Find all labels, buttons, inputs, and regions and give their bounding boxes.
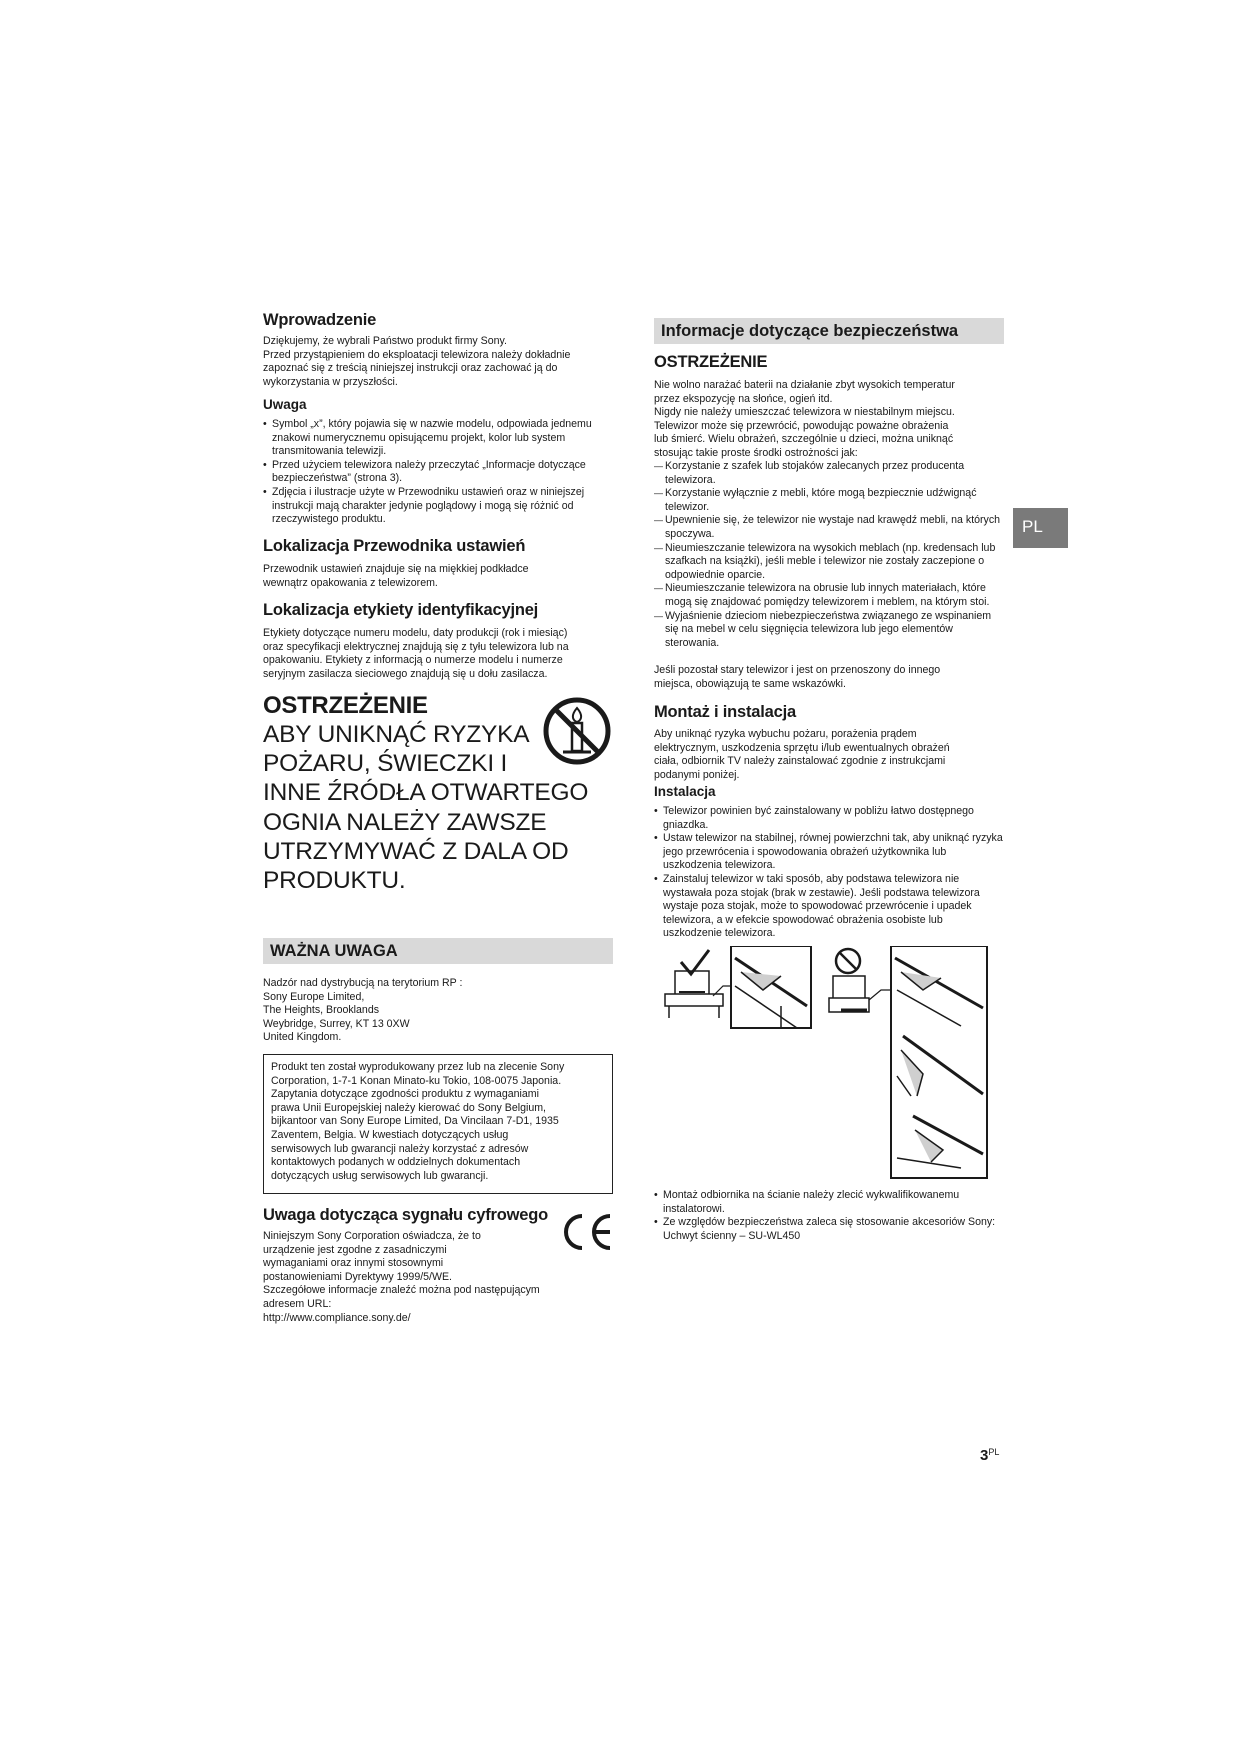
safety-closing: Jeśli pozostał stary telewizor i jest on przenoszony do innego miejsca, obowiązują te same wskazówki. <box>654 664 941 690</box>
intro-title: Wprowadzenie <box>263 311 377 329</box>
no-candle-icon <box>541 695 613 767</box>
mounting-title: Montaż i instalacja <box>654 703 796 721</box>
language-tab <box>1013 508 1068 548</box>
list-item: — Upewnienie się, że telewizor nie wystaje nad krawędź mebli, na których spoczywa. <box>654 514 1004 541</box>
list-item: • Ustaw telewizor na stabilnej, równej powierzchni tak, aby uniknąć ryzyka jego przewrócenia i spowodowania obrażeń użytkownika lub uszkodzenia telewizora. <box>654 832 1004 873</box>
list-item: — Nieumieszczanie telewizora na wysokich meblach (np. kredensach lub szafkach na książki), jeśli meble i telewizor nie zostały zaczepione o odpowiednie oparcie. <box>654 542 1004 583</box>
list-item: • Symbol „x”, który pojawia się w nazwie modelu, odpowiada jednemu znakowi numerycznemu opisującemu projekt, kolor lub system transmitowania telewizji. <box>263 418 613 459</box>
safety-paragraph: Nie wolno narażać baterii na działanie zbyt wysokich temperatur przez ekspozycję na słońce, ogień itd. Nigdy nie należy umieszczać telewizora w niestabilnym miejscu. Telewizor może się przewrócić, powodując poważne obrażenia lub śmierć. Wielu obrażeń, szczególnie u dzieci, można uniknąć stosując takie proste środki ostrożności jak: <box>654 379 955 459</box>
list-item: • Zainstaluj telewizor w taki sposób, aby podstawa telewizora nie wystawała poza stojak (brak w zestawie). Jeśli podstawa telewizora wystaje poza stojak, może to spowodować przewrócenie i upadek telewizora, a w efekcie spowodować obrażenia osobiste lub uszkodzenie telewizora. <box>654 873 1004 941</box>
digital-signal-title: Uwaga dotycząca sygnału cyfrowego <box>263 1206 548 1224</box>
install-list <box>654 805 1004 941</box>
list-item: • Przed użyciem telewizora należy przeczytać „Informacje dotyczące bezpieczeństwa” (strona 3). <box>263 459 613 486</box>
install-title: Instalacja <box>654 784 716 799</box>
safety-bar <box>654 318 1004 344</box>
guide-location-paragraph: Przewodnik ustawień znajduje się na miękkiej podkładce wewnątrz opakowania z telewizorem. <box>263 563 529 589</box>
list-item: • Zdjęcia i ilustracje użyte w Przewodniku ustawień oraz w niniejszej instrukcji mają charakter jedynie poglądowy i mogą się różnić od rzeczywistego produktu. <box>263 486 613 527</box>
fire-warning-title: OSTRZEŻENIE <box>263 692 428 719</box>
list-item: • Telewizor powinien być zainstalowany w pobliżu łatwo dostępnego gniazdka. <box>654 805 1004 832</box>
note-title: Uwaga <box>263 397 307 412</box>
mounting-paragraph: Aby uniknąć ryzyka wybuchu pożaru, porażenia prądem elektrycznym, uszkodzenia sprzętu i/lub ewentualnych obrażeń ciała, odbiornik TV należy zainstalować zgodnie z instrukcjami podanymi poniżej. <box>654 728 950 781</box>
list-item: — Korzystanie z szafek lub stojaków zalecanych przez producenta telewizora. <box>654 460 1004 487</box>
language-tab-label: PL <box>1022 517 1043 536</box>
distribution-address: Nadzór nad dystrybucją na terytorium RP : Sony Europe Limited, The Heights, Brooklands Weybridge, Surrey, KT 13 0XW United Kingdom. <box>263 977 463 1044</box>
safety-title: Informacje dotyczące bezpieczeństwa <box>661 322 959 340</box>
list-item: — Korzystanie wyłącznie z mebli, które mogą bezpiecznie udźwignąć telewizor. <box>654 487 1004 514</box>
list-item: • Montaż odbiornika na ścianie należy zlecić wykwalifikowanemu instalatorowi. <box>654 1189 1004 1216</box>
label-location-paragraph: Etykiety dotyczące numeru modelu, daty produkcji (rok i miesiąc) oraz specyfikacji elektrycznej znajdują się z tyłu telewizora lub na opakowaniu. Etykiety z informacją o numerze modelu i numerze seryjnym zasilacza sieciowego znajdują się u dołu zasilacza. <box>263 627 569 680</box>
safety-warning-title: OSTRZEŻENIE <box>654 353 768 371</box>
manufacturer-box: Produkt ten został wyprodukowany przez lub na zlecenie Sony Corporation, 1-7-1 Konan Minato-ku Tokio, 108-0075 Japonia. Zapytania dotyczące zgodności produktu z wymaganiami prawa Unii Europejskiej należy kierować do Sony Belgium, bijkantoor van Sony Europe Limited, Da Vincilaan 7-D1, 1935 Zaventem, Belgia. W kwestiach dotyczących usług serwisowych lub gwarancji należy korzystać z adresów kontaktowych podanych w oddzielnych dokumentach dotyczących usług serwisowych lub gwarancji. <box>263 1054 613 1194</box>
mounting-extra-list <box>654 1189 1004 1243</box>
note-list <box>263 418 613 527</box>
list-item: — Wyjaśnienie dzieciom niebezpieczeństwa związanego ze wspinaniem się na mebel w celu sięgnięcia telewizora lub jego elementów sterowania. <box>654 610 1004 651</box>
page-number: $3^{PL}$ <box>980 1447 1000 1464</box>
important-note-title: WAŻNA UWAGA <box>270 942 398 960</box>
list-item: — Nieumieszczanie telewizora na obrusie lub innych materiałach, które mogą się znajdować pomiędzy telewizorem i meblem, na którym stoi. <box>654 582 1004 609</box>
ce-mark-icon <box>560 1212 614 1252</box>
fire-warning-text: ABY UNIKNĄĆ RYZYKA POŻARU, ŚWIECZKI I INNE ŹRÓDŁA OTWARTEGO OGNIA NALEŻY ZAWSZE UTRZYMYWAĆ Z DALA OD PRODUKTU. <box>263 721 589 895</box>
prohibited-icon <box>836 949 860 973</box>
digital-signal-paragraph: Niniejszym Sony Corporation oświadcza, że to urządzenie jest zgodne z zasadniczymi wymaganiami oraz innymi stosownymi postanowieniami Dyrektywy 1999/5/WE. Szczegółowe informacje znaleźć można pod następującym adresem URL: http://www.compliance.sony.de/ <box>263 1230 540 1324</box>
tv-stand-illustration <box>661 946 991 1182</box>
important-note-bar <box>263 938 613 964</box>
label-location-title: Lokalizacja etykiety identyfikacyjnej <box>263 601 539 619</box>
list-item: • Ze względów bezpieczeństwa zaleca się stosowanie akcesoriów Sony: Uchwyt ścienny – SU-WL450 <box>654 1216 1004 1243</box>
guide-location-title: Lokalizacja Przewodnika ustawień <box>263 537 526 555</box>
intro-paragraph: Dziękujemy, że wybrali Państwo produkt firmy Sony. Przed przystąpieniem do eksploatacji telewizora należy dokładnie zapoznać się z treścią niniejszej instrukcji oraz zachować ją do wykorzystania w przyszłości. <box>263 335 571 388</box>
safety-dash-list <box>654 460 1004 650</box>
